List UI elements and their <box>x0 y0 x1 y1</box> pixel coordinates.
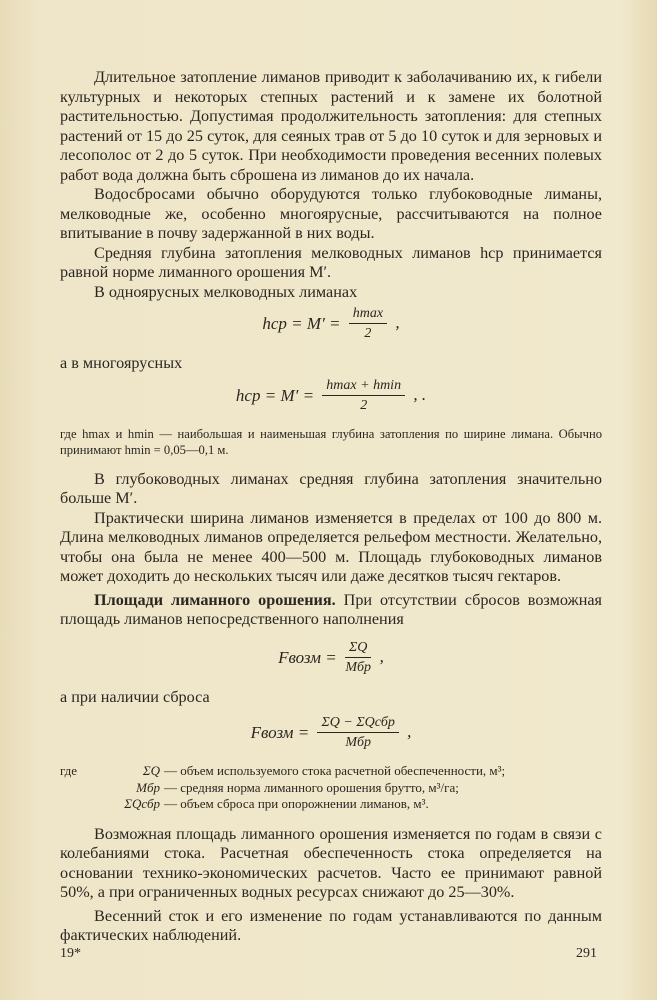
page-number: 291 <box>576 946 597 961</box>
definitions-lead: где <box>60 763 78 778</box>
formula-2-numerator: hmax + hmin <box>322 378 405 396</box>
formula-4-tail: , <box>407 721 412 741</box>
formula-1 <box>60 306 602 348</box>
definition-symbol: ΣQ <box>142 763 160 778</box>
formula-2-lhs: hср = M′ = <box>235 385 315 405</box>
paragraph-1: Длительное затопление лиманов приводит к заболачиванию их, к гибели культурных и некоторых степных растений и к замене их болотной растительностью. Допустимая продолжительность затопления: для степных растений от 15 до 25 суток, для сеяных трав от 5 до 10 суток и для зерновых и лесополос от 2 до 5 суток. При необходимости проведения весенних полевых работ вода должна быть сброшена из лиманов до их начала. <box>60 68 602 184</box>
definitions-list <box>60 763 602 813</box>
paragraph-5: а в многоярусных <box>60 354 183 372</box>
formula-1-tail: , <box>395 312 400 332</box>
formula-1-numerator: hmax <box>349 306 387 324</box>
paragraph-6: В глубоководных лиманах средняя глубина затопления значительно больше M′. <box>60 469 602 507</box>
formula-4-numerator: ΣQ − ΣQсбр <box>317 715 398 733</box>
definition-row <box>60 780 602 797</box>
formula-4-fraction <box>317 715 398 751</box>
paragraph-9: а при наличии сброса <box>60 687 210 706</box>
formula-2 <box>60 378 602 420</box>
formula-4-denominator: Mбр <box>345 735 372 750</box>
formula-3-lhs: Fвозм = <box>278 647 337 667</box>
section-heading: Площади лиманного орошения. <box>94 590 336 609</box>
formula-2-fraction <box>322 378 405 414</box>
formula-2-denominator: 2 <box>360 397 368 413</box>
definition-symbol: Mбр <box>136 779 160 795</box>
formula-3-denominator: Mбр <box>345 659 372 675</box>
paragraph-10: Возможная площадь лиманного орошения изменяется по годам в связи с колебаниями стока. Расчетная обеспеченность стока определяется на основании технико-экономических расчетов. Часто ее принимают равной 50%, а при ограниченных водных ресурсах снижают до 25—30%. <box>60 824 602 901</box>
paragraph-8 <box>60 591 602 630</box>
formula-3-fraction <box>345 640 371 676</box>
definition-symbol: ΣQсбр <box>124 796 160 811</box>
paragraph-11: Весенний сток и его изменение по годам устанавливаются по данным фактических наблюдений. <box>60 906 602 944</box>
definition-text: — объем сброса при опорожнении лиманов, м³. <box>164 796 429 811</box>
formula-4 <box>60 715 602 757</box>
paragraph-3: Средняя глубина затопления мелководных лиманов hср принимается равной норме лиманного орошения M′. <box>60 243 602 281</box>
definition-row <box>60 796 602 813</box>
paragraph-8-text: При отсутствии сбросов возможная площадь лиманов непосредственного наполнения <box>60 590 603 628</box>
formula-3-numerator: ΣQ <box>345 640 371 658</box>
paragraph-2: Водосбросами обычно оборудуются только глубоководные лиманы, мелководные же, особенно многоярусные, рассчитываются на полное впитывание в почву задержанной в них воды. <box>60 185 602 242</box>
formula-3 <box>60 640 602 682</box>
formula-3-tail: , <box>379 646 384 666</box>
signature-mark: 19* <box>60 946 81 961</box>
paragraph-7: Практически ширина лиманов изменяется в пределах от 100 до 800 м. Длина мелководных лиманов определяется рельефом местности. Желательно, чтобы она была не менее 400—500 м. Площадь глубоководных лиманов может доходить до нескольких тысяч или даже десятков тысяч гектаров. <box>60 508 602 585</box>
footnote-definitions: где hmax и hmin — наибольшая и наименьшая глубина затопления по ширине лимана. Обычно принимают hmin = 0,05—0,1 м. <box>60 426 602 457</box>
definition-row <box>60 763 602 780</box>
definition-text: — объем используемого стока расчетной обеспеченности, м³; <box>164 763 506 778</box>
definition-text: — средняя норма лиманного орошения брутто, м³/га; <box>164 779 459 795</box>
formula-1-lhs: hср = M′ = <box>262 314 341 333</box>
paragraph-4: В одноярусных мелководных лиманах <box>94 282 358 301</box>
formula-2-tail: , . <box>413 384 427 404</box>
formula-1-fraction <box>349 306 387 342</box>
formula-4-lhs: Fвозм = <box>250 723 310 742</box>
formula-1-denominator: 2 <box>364 326 372 341</box>
